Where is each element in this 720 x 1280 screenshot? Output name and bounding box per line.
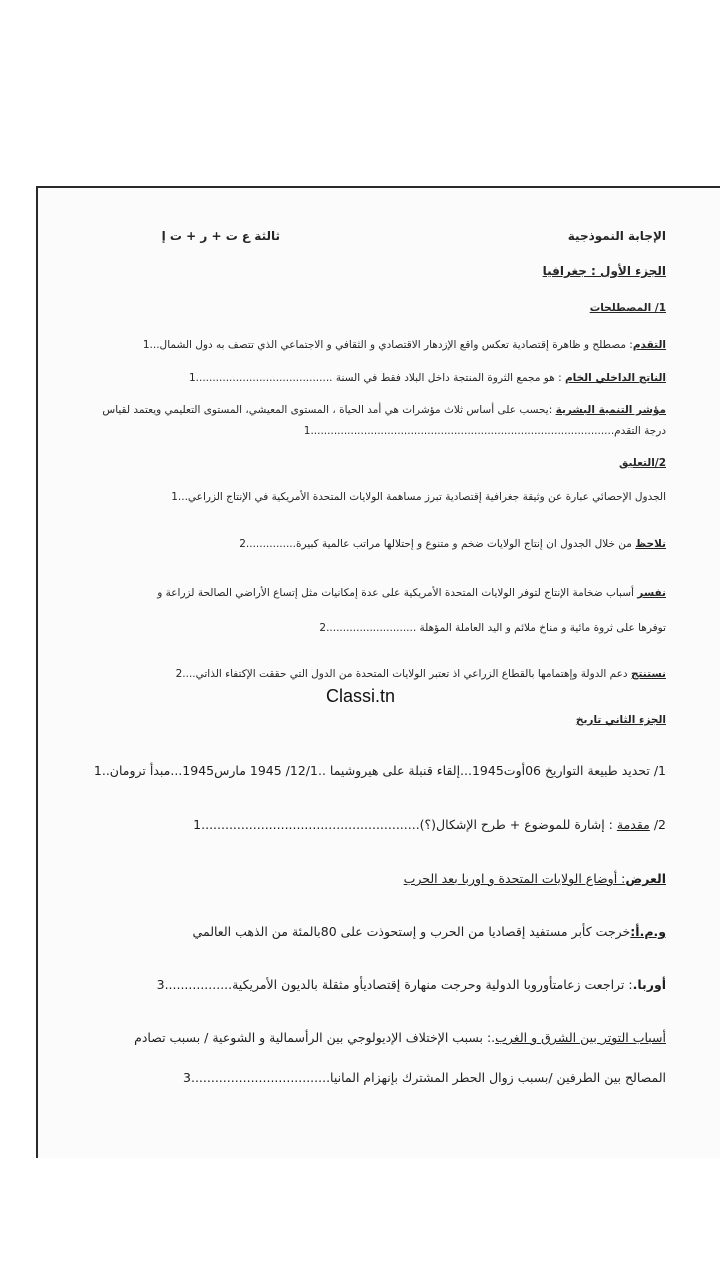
question-intro-num: 2/	[649, 817, 666, 832]
term-hdi-label: مؤشر التنمية البشرية	[555, 404, 666, 416]
question-intro-text: : إشارة للموضوع + طرح الإشكال(؟).......................................................1	[193, 817, 617, 832]
term-hdi	[102, 404, 666, 416]
body-heading-label: العرض	[625, 871, 666, 886]
europe-point-text: : تراجعت زعامتأوروبا الدولية وحرجت منهارة إقتصاديأو مثقلة بالديون الأمريكية.................3	[156, 977, 633, 992]
comment-explain	[157, 587, 666, 599]
comment-conclude-label: نستنتج	[630, 668, 666, 680]
body-heading-text: : أوضاع الولايات المتحدة و اوربا بعد الحرب	[403, 871, 626, 886]
comment-note	[239, 538, 666, 550]
tension-causes-text: .: بسبب الإختلاف الإديولوجي بين الرأسمالية و الشوعية / بسبب تصادم	[134, 1030, 496, 1045]
comment-conclude	[176, 668, 666, 680]
part2-title: الجزء الثاني تاريخ	[575, 714, 666, 726]
term-hdi-def: :يحسب على أساس ثلاث مؤشرات هي أمد الحياة ، المستوى المعيشي، المستوى التعليمي ويعتمد لقياس	[102, 404, 556, 416]
tension-causes-cont: المصالح بين الطرفين /بسبب زوال الحطر المشترك بإنهزام المانيا...................................3	[183, 1070, 666, 1085]
comment-note-text: من خلال الجدول ان إنتاج الولايات ضخم و متنوع و إحتلالها مراتب عالمية كبيرة...............2	[239, 538, 636, 550]
part1-title: الجزء الأول : جغرافيا	[542, 264, 666, 278]
term-progress-label: التقدم	[632, 339, 666, 351]
comment-explain-label: نفسر	[637, 587, 666, 599]
question-dates: 1/ تحديد طبيعة التواريخ 06أوت1945...إلقاء قنبلة على هيروشيما ..12/1/ 1945 مارس1945...مبدأ ترومان..1	[93, 763, 666, 778]
document-title: الإجابة النموذجية	[567, 229, 666, 243]
comment-explain-cont: توفرها على ثروة مائية و مناخ ملائم و اليد العاملة المؤهلة ...........................2	[319, 622, 666, 634]
term-progress-def: : مصطلح و ظاهرة إقتصادية تعكس واقع الإزدهار الاقتصادي و الثقافي و الاجتماعي الذي تتصف به دول الشمال...1	[142, 339, 633, 351]
usa-point-text: خرجت كأبر مستفيد إقصاديا من الحرب و إستحوذت على 80بالمئة من الذهب العالمي	[192, 924, 631, 939]
europe-point-label: أوربا.	[632, 977, 666, 992]
comment-note-label: نلاحظ	[635, 538, 666, 550]
section2-title: 2/التعليق	[619, 457, 666, 469]
term-gdp-def: : هو مجمع الثروة المنتجة داخل البلاد فقط في السنة .........................................1	[188, 372, 565, 384]
watermark: Classi.tn	[326, 686, 396, 706]
comment-conclude-text: دعم الدولة وإهتمامها بالقطاع الزراعي اذ تعتبر الولايات المتحدة من الدول التي حققت الإكتفاء الذاتي....2	[175, 668, 631, 680]
section1-title: 1/ المصطلحات	[589, 302, 666, 314]
tension-causes	[134, 1030, 666, 1045]
term-progress	[143, 339, 666, 351]
term-gdp-label: الناتج الداخلي الخام	[564, 372, 666, 384]
comment-intro: الجدول الإحصائي عبارة عن وثيقة جغرافية إقتصادية تبرز مساهمة الولايات المتحدة الأمريكية في الإنتاج الزراعي...1	[171, 491, 666, 503]
term-hdi-def-cont: درجة التقدم...........................................................................................1	[303, 425, 666, 437]
term-gdp	[189, 372, 666, 384]
class-label: ثالثة ع ت + ر + ت إ	[161, 229, 280, 243]
comment-explain-text: أسباب ضخامة الإنتاج لتوفر الولايات المتحدة الأمريكية على عدة إمكانيات مثل إتساع الأراضي الصالحة لزراعة و	[157, 587, 638, 599]
body-heading	[404, 871, 666, 886]
question-intro	[193, 817, 666, 832]
question-intro-label: مقدمة	[616, 817, 650, 832]
usa-point-label: و.م.أ:	[630, 924, 666, 939]
europe-point	[157, 977, 666, 992]
tension-causes-label: أسباب التوتر بين الشرق و الغرب	[495, 1030, 666, 1045]
usa-point	[193, 924, 666, 939]
